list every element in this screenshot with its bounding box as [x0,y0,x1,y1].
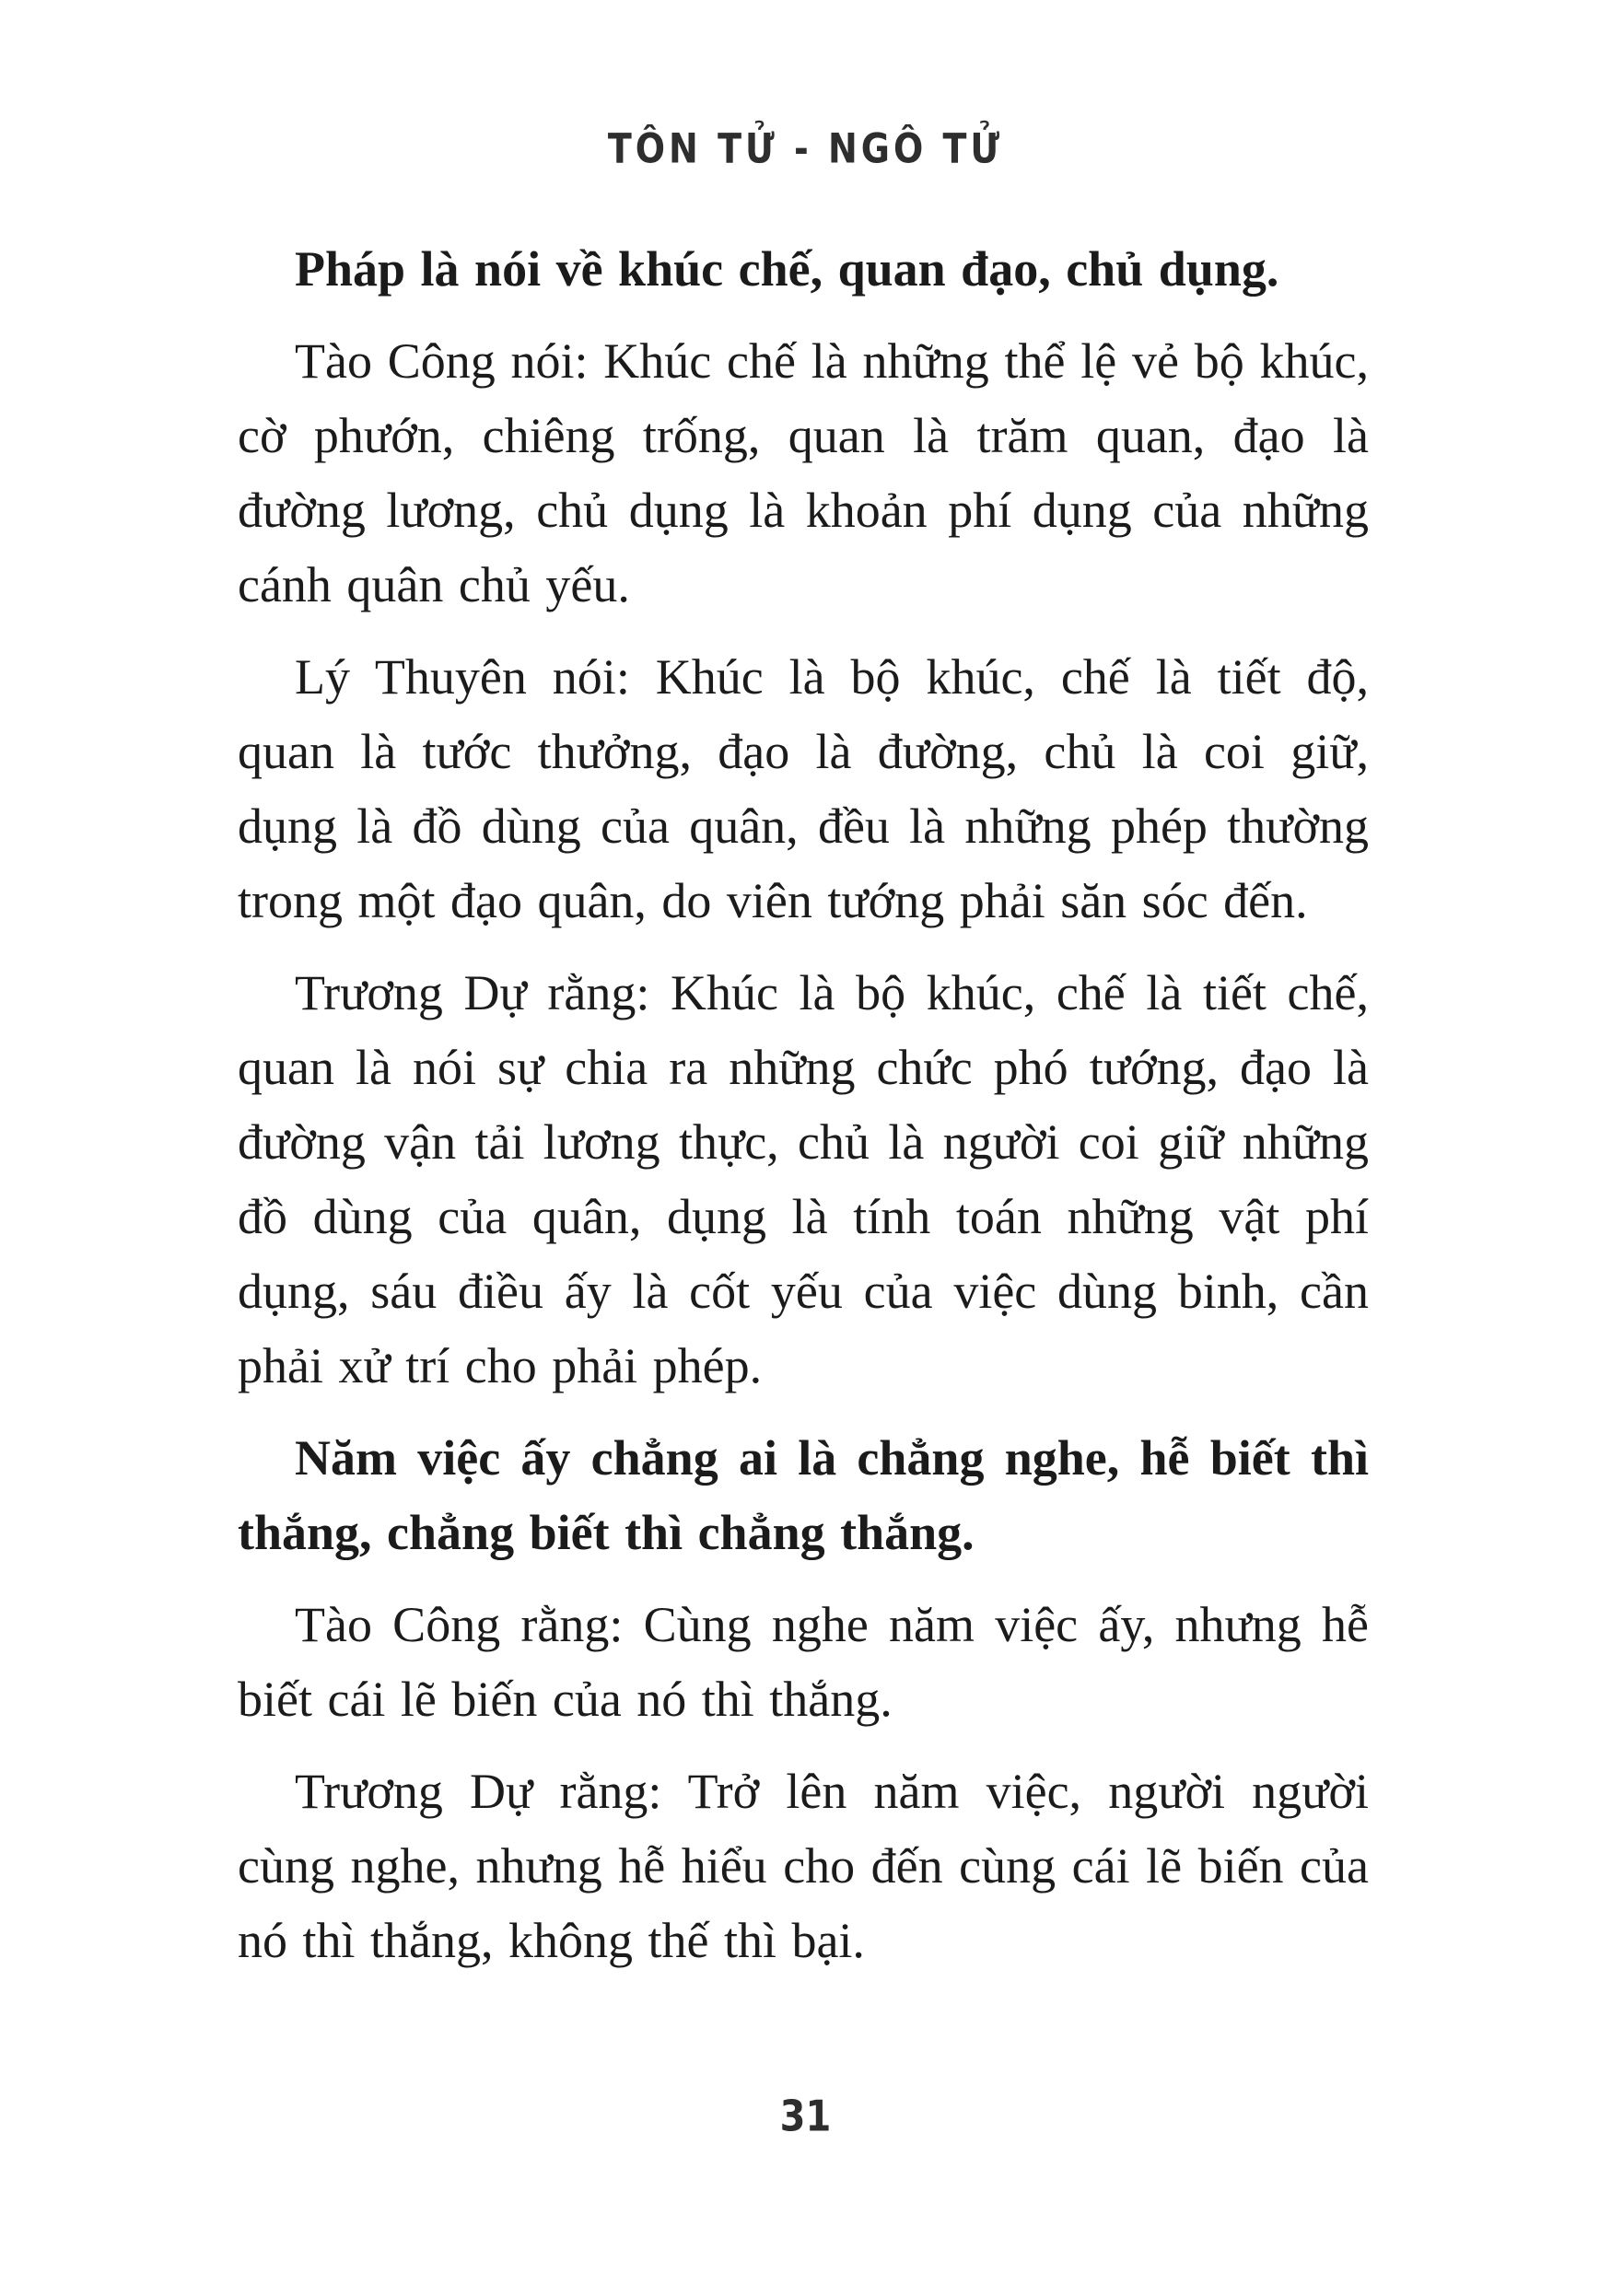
paragraph-heading-phap: Pháp là nói về khúc chế, quan đạo, chủ dụng. [295,241,1279,297]
running-header: TÔN TỬ - NGÔ TỬ [607,124,1004,172]
paragraph-truong-du-rang-2: Trương Dự rằng: Trở lên năm việc, người người cùng nghe, nhưng hễ hiểu cho đến cùng cái lẽ biến của nó thì thắng, không thế thì bại. [238,1764,1369,1968]
page-number: 31 [779,2092,832,2141]
paragraph-tao-cong-noi: Tào Công nói: Khúc chế là những thể lệ vẻ bộ khúc, cờ phướn, chiêng trống, quan là trăm quan, đạo là đường lương, chủ dụng là khoản phí dụng của những cánh quân chủ yếu. [238,333,1369,612]
paragraph-ly-thuyen-noi: Lý Thuyên nói: Khúc là bộ khúc, chế là tiết độ, quan là tước thưởng, đạo là đường, chủ là coi giữ, dụng là đồ dùng của quân, đều là những phép thường trong một đạo quân, do viên tướng phải săn sóc đến. [238,649,1369,928]
paragraph-tao-cong-rang: Tào Công rằng: Cùng nghe năm việc ấy, nhưng hễ biết cái lẽ biến của nó thì thắng. [238,1597,1369,1727]
paragraph-truong-du-rang-1: Trương Dự rằng: Khúc là bộ khúc, chế là tiết chế, quan là nói sự chia ra những chức phó tướng, đạo là đường vận tải lương thực, chủ là người coi giữ những đồ dùng của quân, dụng là tính toán những vật phí dụng, sáu điều ấy là cốt yếu của việc dùng binh, cần phải xử trí cho phải phép. [238,965,1369,1393]
page-body [238,232,1369,1996]
paragraph-heading-nam-viec: Năm việc ấy chẳng ai là chẳng nghe, hễ biết thì thắng, chẳng biết thì chẳng thắng. [238,1430,1369,1560]
